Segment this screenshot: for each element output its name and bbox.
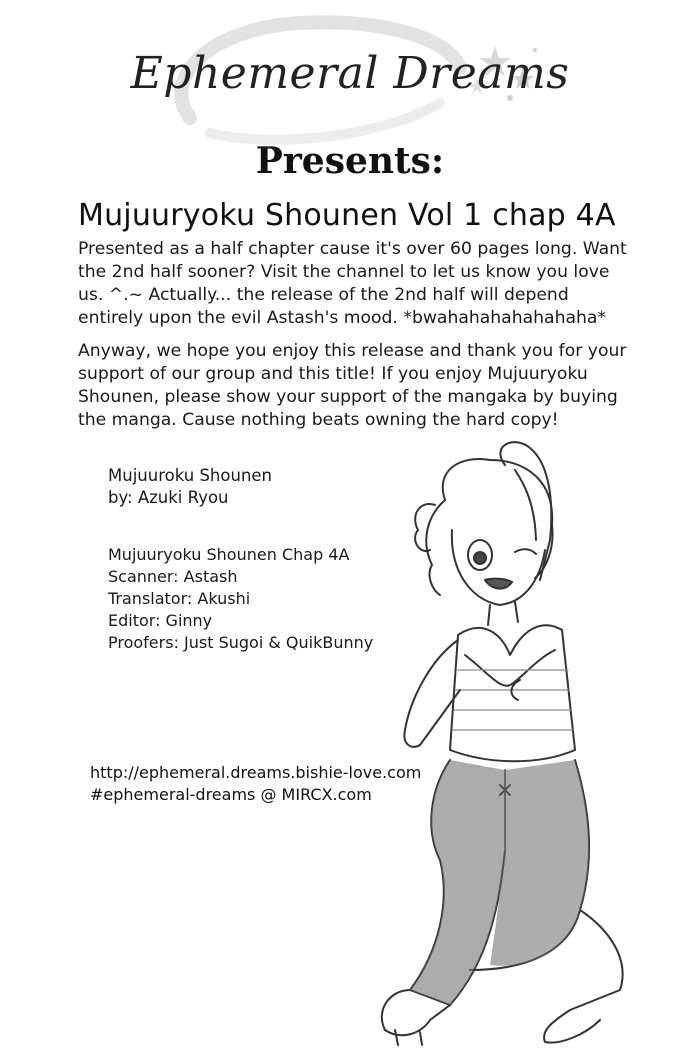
- credit-chapter: Mujuuryoku Shounen Chap 4A: [108, 545, 350, 564]
- group-logo-title: Ephemeral Dreams: [130, 48, 570, 99]
- presents-heading: Presents:: [255, 140, 445, 182]
- series-author: by: Azuki Ryou: [108, 488, 229, 507]
- credit-proofers: Proofers: Just Sugoi & QuikBunny: [108, 633, 374, 652]
- credit-translator: Translator: Akushi: [108, 589, 251, 608]
- credit-scanner: Scanner: Astash: [108, 567, 238, 586]
- irc-channel: #ephemeral-dreams @ MIRCX.com: [90, 785, 372, 804]
- website-link[interactable]: http://ephemeral.dreams.bishie-love.com: [90, 763, 422, 782]
- support-paragraph: Anyway, we hope you enjoy this release and thank you for your support of our group and this title! If you enjoy Mujuuryoku Shounen, please show your support of the mangaka by buying the manga. Cause nothing beats owning the hard copy!: [78, 341, 627, 430]
- credits-list: [108, 544, 373, 654]
- series-info: [108, 465, 272, 509]
- series-name: Mujuuroku Shounen: [108, 466, 273, 485]
- credit-editor: Editor: Ginny: [108, 611, 213, 630]
- manga-girl-illustration: [340, 430, 670, 1050]
- release-title: Mujuuryoku Shounen Vol 1 chap 4A: [78, 198, 616, 233]
- release-note-paragraph: Presented as a half chapter cause it's over 60 pages long. Want the 2nd half sooner? Visit the channel to let us know you love us. ^.~ Actually... the release of the 2nd half will depend entirely upon the evil Astash's mood. *bwahahahahahahaha*: [78, 239, 627, 328]
